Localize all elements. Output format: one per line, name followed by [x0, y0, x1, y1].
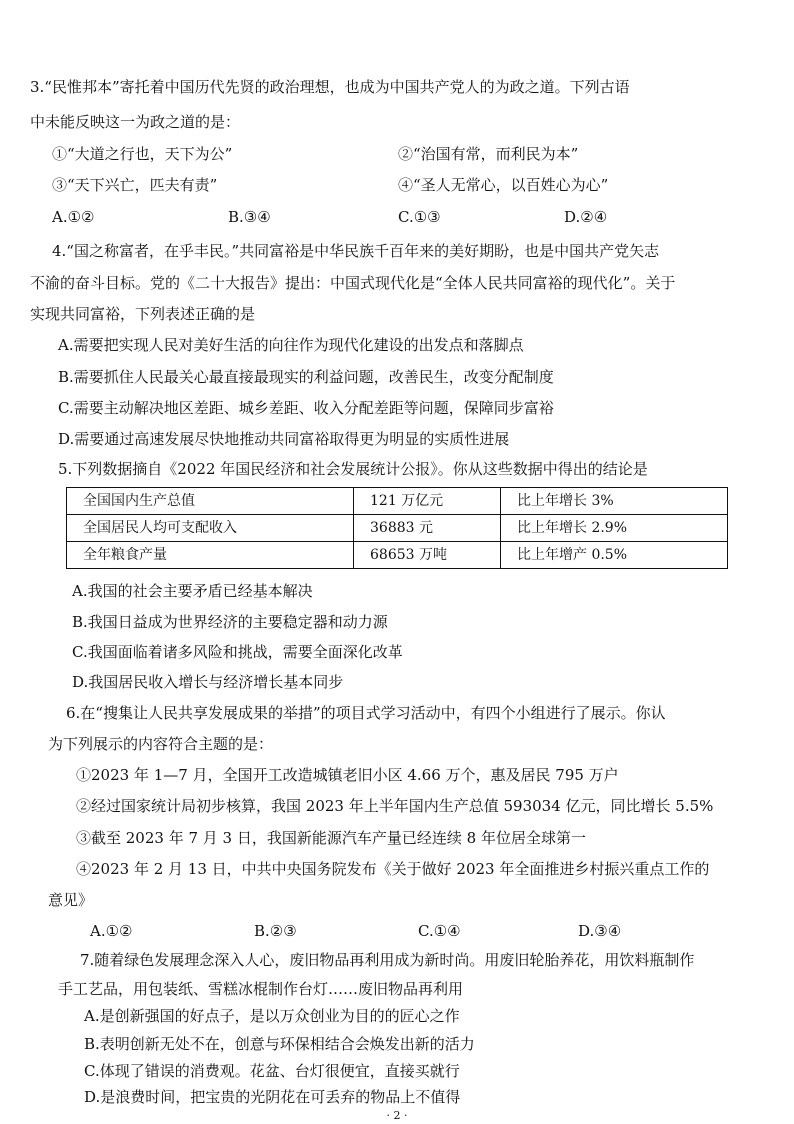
q3-choice-d: D.②④ [564, 208, 608, 226]
table-cell-value: 68653 万吨 [354, 542, 501, 569]
q4-stem-line-1: 4.“国之称富者，在乎丰民。”共同富裕是中华民族千百年来的美好期盼，也是中国共产党矢志 [52, 242, 660, 260]
q6-choice-d: D.③④ [578, 922, 622, 940]
page-number: · 2 · [386, 1109, 408, 1122]
q7-choice-b: B.表明创新无处不在，创意与环保相结合会焕发出新的活力 [84, 1035, 475, 1053]
q6-statement-2: ②经过国家统计局初步核算，我国 2023 年上半年国内生产总值 593034 亿元，同比增长 5.5% [76, 797, 714, 815]
q4-choice-c: C.需要主动解决地区差距、城乡差距、收入分配差距等问题，保障同步富裕 [58, 399, 554, 417]
q3-stem-line-2: 中未能反映这一为政之道的是： [30, 113, 241, 131]
q3-statement-4: ④“圣人无常心，以百姓心为心” [398, 176, 609, 194]
q4-choice-a: A.需要把实现人民对美好生活的向往作为现代化建设的出发点和落脚点 [58, 336, 524, 354]
q6-stem-line-1: 6.在“搜集让人民共享发展成果的举措”的项目式学习活动中，有四个小组进行了展示。你认 [66, 704, 666, 722]
q4-stem-line-2: 不渝的奋斗目标。党的《二十大报告》提出：中国式现代化是“全体人民共同富裕的现代化”。关于 [30, 274, 676, 292]
q5-choice-b: B.我国日益成为世界经济的主要稳定器和动力源 [72, 613, 388, 631]
q3-choice-c: C.①③ [398, 208, 441, 226]
table-cell-change: 比上年增长 3% [501, 488, 728, 515]
q7-choice-c: C.体现了错误的消费观。花盆、台灯很便宜，直接买就行 [84, 1062, 460, 1080]
q3-choice-b: B.③④ [228, 208, 271, 226]
q5-choice-d: D.我国居民收入增长与经济增长基本同步 [72, 673, 344, 691]
table-cell-value: 36883 元 [354, 515, 501, 542]
q6-statement-4-line-2: 意见》 [48, 891, 94, 909]
q5-stem: 5.下列数据摘自《2022 年国民经济和社会发展统计公报》。你从这些数据中得出的结论是 [58, 460, 648, 478]
q3-statement-2: ②“治国有常，而利民为本” [398, 145, 579, 163]
q7-stem-line-2: 手工艺品，用包装纸、雪糕冰棍制作台灯……废旧物品再利用 [58, 980, 464, 998]
q6-choice-c: C.①④ [418, 922, 461, 940]
q6-stem-line-2: 为下列展示的内容符合主题的是： [48, 735, 274, 753]
table-row [67, 488, 728, 515]
q3-statement-1: ①“大道之行也，天下为公” [52, 145, 233, 163]
q6-statement-4-line-1: ④2023 年 2 月 13 日，中共中央国务院发布《关于做好 2023 年全面推进乡村振兴重点工作的 [76, 860, 710, 878]
table-cell-item: 全国国内生产总值 [67, 488, 354, 515]
table-cell-item: 全年粮食产量 [67, 542, 354, 569]
q3-stem-line-1: 3.“民惟邦本”寄托着中国历代先贤的政治理想，也成为中国共产党人的为政之道。下列古语 [30, 78, 630, 96]
table-cell-item: 全国居民人均可支配收入 [67, 515, 354, 542]
q5-choice-a: A.我国的社会主要矛盾已经基本解决 [72, 582, 313, 600]
q5-data-table [66, 487, 728, 569]
q6-choice-b: B.②③ [254, 922, 297, 940]
q6-statement-1: ①2023 年 1—7 月，全国开工改造城镇老旧小区 4.66 万个，惠及居民 795 万户 [76, 766, 619, 784]
q5-choice-c: C.我国面临着诸多风险和挑战，需要全面深化改革 [72, 643, 403, 661]
q7-stem-line-1: 7.随着绿色发展理念深入人心，废旧物品再利用成为新时尚。用废旧轮胎养花，用饮料瓶制作 [80, 951, 695, 969]
table-cell-change: 比上年增长 2.9% [501, 515, 728, 542]
q7-choice-a: A.是创新强国的好点子，是以万众创业为目的的匠心之作 [84, 1007, 460, 1025]
q4-choice-d: D.需要通过高速发展尽快地推动共同富裕取得更为明显的实质性进展 [58, 430, 510, 448]
q3-choice-a: A.①② [52, 208, 95, 226]
q3-statement-3: ③“天下兴亡，匹夫有责” [52, 176, 218, 194]
q6-choice-a: A.①② [90, 922, 133, 940]
table-row [67, 542, 728, 569]
q4-choice-b: B.需要抓住人民最关心最直接最现实的利益问题，改善民生，改变分配制度 [58, 368, 554, 386]
table-cell-change: 比上年增产 0.5% [501, 542, 728, 569]
q7-choice-d: D.是浪费时间，把宝贵的光阴花在可丢弃的物品上不值得 [84, 1088, 461, 1106]
q4-stem-line-3: 实现共同富裕，下列表述正确的是 [30, 305, 256, 323]
table-row [67, 515, 728, 542]
table-cell-value: 121 万亿元 [354, 488, 501, 515]
q6-statement-3: ③截至 2023 年 7 月 3 日，我国新能源汽车产量已经连续 8 年位居全球第一 [76, 829, 586, 847]
